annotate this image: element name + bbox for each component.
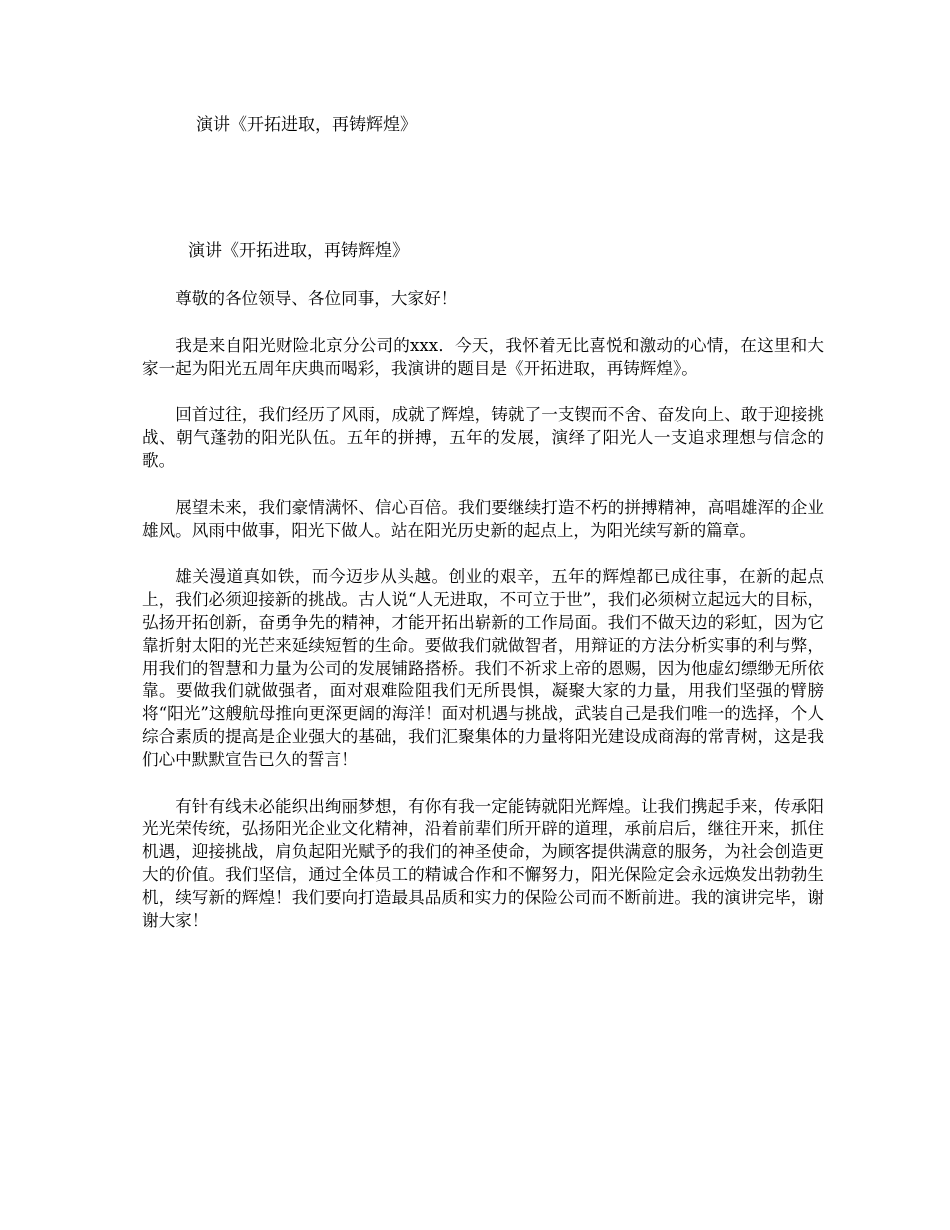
paragraph-introduction: 我是来自阳光财险北京分公司的xxx．今天，我怀着无比喜悦和激动的心情，在这里和大家一起为阳光五周年庆典而喝彩，我演讲的题目是《开拓进取，再铸辉煌》。 <box>142 335 824 378</box>
paragraph-closing: 有针有线未必能织出绚丽梦想，有你有我一定能铸就阳光辉煌。让我们携起手来，传承阳光光荣传统，弘扬阳光企业文化精神，沿着前辈们所开辟的道理，承前启后，继往开来，抓住机遇，迎接挑战，肩负起阳光赋予的我们的神圣使命，为顾客提供满意的服务，为社会创造更大的价值。我们坚信，通过全体员工的精诚合作和不懈努力，阳光保险定会永远焕发出勃勃生机，续写新的辉煌！我们要向打造最具品质和实力的保险公司而不断前进。我的演讲完毕，谢谢大家！ <box>142 796 824 930</box>
paragraph-challenge: 雄关漫道真如铁，而今迈步从头越。创业的艰辛，五年的辉煌都已成往事，在新的起点上，我们必须迎接新的挑战。古人说“人无进取，不可立于世”，我们必须树立起远大的目标，弘扬开拓创新，奋勇争先的精神，才能开拓出崭新的工作局面。我们不做天边的彩虹，因为它靠折射太阳的光芒来延续短暂的生命。要做我们就做智者，用辩证的方法分析实事的利与弊，用我们的智慧和力量为公司的发展铺路搭桥。我们不祈求上帝的恩赐，因为他虚幻缥缈无所依靠。要做我们就做强者，面对艰难险阻我们无所畏惧，凝聚大家的力量，用我们坚强的臂膀将“阳光”这艘航母推向更深更阔的海洋！面对机遇与挑战，武装自己是我们唯一的选择，个人综合素质的提高是企业强大的基础，我们汇聚集体的力量将阳光建设成商海的常青树，这是我们心中默默宣告已久的誓言！ <box>142 567 824 769</box>
paragraph-outlook: 展望未来，我们豪情满怀、信心百倍。我们要继续打造不朽的拼搏精神，高唱雄浑的企业雄风。风雨中做事，阳光下做人。站在阳光历史新的起点上，为阳光续写新的篇章。 <box>142 497 824 540</box>
paragraph-greeting: 尊敬的各位领导、各位同事，大家好！ <box>175 289 458 308</box>
document-title: 演讲《开拓进取，再铸辉煌》 <box>188 241 409 261</box>
document-body <box>142 240 824 956</box>
paragraph-review: 回首过往，我们经历了风雨，成就了辉煌，铸就了一支锲而不舍、奋发向上、敢于迎接挑战、朝气蓬勃的阳光队伍。五年的拼搏，五年的发展，演绎了阳光人一支追求理想与信念的歌。 <box>142 405 824 470</box>
header-title: 演讲《开拓进取，再铸辉煌》 <box>196 115 417 135</box>
